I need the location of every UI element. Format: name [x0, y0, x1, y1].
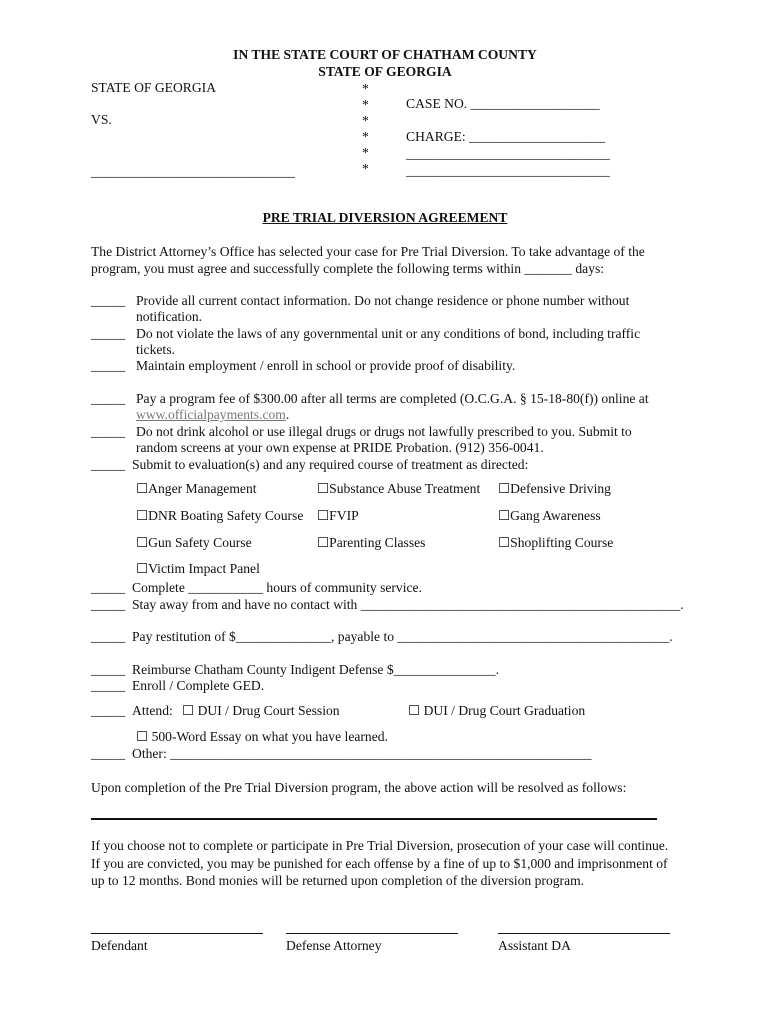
agreement-title: PRE TRIAL DIVERSION AGREEMENT [262, 210, 508, 225]
checkbox-essay[interactable]: ☐ 500-Word Essay on what you have learned. [136, 729, 388, 744]
checkbox-dui-session[interactable]: ☐ DUI / Drug Court Session [182, 703, 340, 718]
initial-blank[interactable]: _____ [91, 678, 125, 693]
court-state: STATE OF GEORGIA [318, 64, 452, 79]
warning-paragraph: up to 12 months. Bond monies will be returned upon completion of the diversion program. [91, 873, 585, 888]
separator-star: * [362, 113, 369, 128]
defense-attorney-signature-line[interactable] [286, 933, 458, 934]
term-attend-label: Attend: [132, 703, 173, 718]
initial-blank[interactable]: _____ [91, 597, 125, 612]
separator-star: * [362, 145, 369, 160]
plaintiff-label: STATE OF GEORGIA [91, 80, 217, 95]
separator-star: * [362, 81, 369, 96]
checkbox-defensive-driving[interactable]: ☐Defensive Driving [498, 481, 611, 496]
charge-field-line2[interactable]: ______________________________ [406, 146, 610, 161]
separator-star: * [362, 129, 369, 144]
term-contact-info: Provide all current contact information. Do not change residence or phone number without [136, 293, 630, 308]
warning-paragraph: If you are convicted, you may be punished for each offense by a fine of up to $1,000 and imprisonment of [91, 856, 668, 871]
charge-field-line3[interactable]: ______________________________ [406, 163, 610, 178]
term-evaluation: Submit to evaluation(s) and any required course of treatment as directed: [132, 457, 529, 472]
initial-blank[interactable]: _____ [91, 746, 125, 761]
term-ged: Enroll / Complete GED. [132, 678, 265, 693]
defendant-signature-line[interactable] [91, 933, 263, 934]
separator-star: * [362, 161, 369, 176]
term-other[interactable]: Other: ______________________________________________________________ [132, 746, 592, 761]
initial-blank[interactable]: _____ [91, 662, 125, 677]
defendant-signature-label: Defendant [91, 938, 148, 953]
initial-blank[interactable]: _____ [91, 391, 125, 406]
checkbox-gang-awareness[interactable]: ☐Gang Awareness [498, 508, 601, 523]
term-obey-laws: tickets. [136, 342, 175, 357]
defendant-name-field[interactable]: ______________________________ [91, 164, 295, 179]
initial-blank[interactable]: _____ [91, 293, 125, 308]
term-no-drugs: Do not drink alcohol or use illegal drugs or drugs not lawfully prescribed to you. Submit to [136, 424, 632, 439]
warning-paragraph: If you choose not to complete or participate in Pre Trial Diversion, prosecution of your case will continue. [91, 838, 669, 853]
intro-paragraph: The District Attorney’s Office has selected your case for Pre Trial Diversion. To take advantage of the [91, 244, 645, 259]
payment-link[interactable]: www.officialpayments.com [136, 407, 286, 422]
checkbox-substance-abuse[interactable]: ☐Substance Abuse Treatment [317, 481, 481, 496]
term-reimburse[interactable]: Reimburse Chatham County Indigent Defense $_______________. [132, 662, 499, 677]
term-community-service[interactable]: Complete ___________ hours of community service. [132, 580, 422, 595]
checkbox-fvip[interactable]: ☐FVIP [317, 508, 359, 523]
term-stay-away[interactable]: Stay away from and have no contact with _______________________________________________. [132, 597, 684, 612]
checkbox-victim-impact[interactable]: ☐Victim Impact Panel [136, 561, 260, 576]
versus-label: VS. [91, 112, 112, 127]
initial-blank[interactable]: _____ [91, 457, 125, 472]
checkbox-dnr-boating[interactable]: ☐DNR Boating Safety Course [136, 508, 304, 523]
defense-attorney-signature-label: Defense Attorney [286, 938, 382, 953]
intro-paragraph: program, you must agree and successfully complete the following terms within _______ days: [91, 261, 605, 276]
term-obey-laws: Do not violate the laws of any governmental unit or any conditions of bond, including traffic [136, 326, 641, 341]
checkbox-anger-management[interactable]: ☐Anger Management [136, 481, 257, 496]
initial-blank[interactable]: _____ [91, 629, 125, 644]
initial-blank[interactable]: _____ [91, 326, 125, 341]
term-no-drugs: random screens at your own expense at PRIDE Probation. (912) 356-0041. [136, 440, 544, 455]
separator-star: * [362, 97, 369, 112]
resolution-line[interactable] [91, 818, 657, 820]
case-number-field[interactable]: CASE NO. ___________________ [406, 96, 600, 111]
term-restitution[interactable]: Pay restitution of $______________, payable to ________________________________________. [132, 629, 673, 644]
checkbox-parenting[interactable]: ☐Parenting Classes [317, 535, 426, 550]
initial-blank[interactable]: _____ [91, 424, 125, 439]
assistant-da-signature-label: Assistant DA [498, 938, 571, 953]
term-program-fee: Pay a program fee of $300.00 after all terms are completed (O.C.G.A. § 15-18-80(f)) online at [136, 391, 649, 406]
initial-blank[interactable]: _____ [91, 358, 125, 373]
assistant-da-signature-line[interactable] [498, 933, 670, 934]
charge-field[interactable]: CHARGE: ____________________ [406, 129, 606, 144]
resolution-label: Upon completion of the Pre Trial Diversion program, the above action will be resolved as follows: [91, 780, 627, 795]
court-name: IN THE STATE COURT OF CHATHAM COUNTY [233, 47, 537, 62]
term-program-fee: www.officialpayments.com. [136, 407, 290, 422]
term-employment: Maintain employment / enroll in school or provide proof of disability. [136, 358, 516, 373]
initial-blank[interactable]: _____ [91, 703, 125, 718]
checkbox-shoplifting[interactable]: ☐Shoplifting Course [498, 535, 614, 550]
term-contact-info: notification. [136, 309, 203, 324]
checkbox-dui-graduation[interactable]: ☐ DUI / Drug Court Graduation [408, 703, 586, 718]
initial-blank[interactable]: _____ [91, 580, 125, 595]
checkbox-gun-safety[interactable]: ☐Gun Safety Course [136, 535, 252, 550]
